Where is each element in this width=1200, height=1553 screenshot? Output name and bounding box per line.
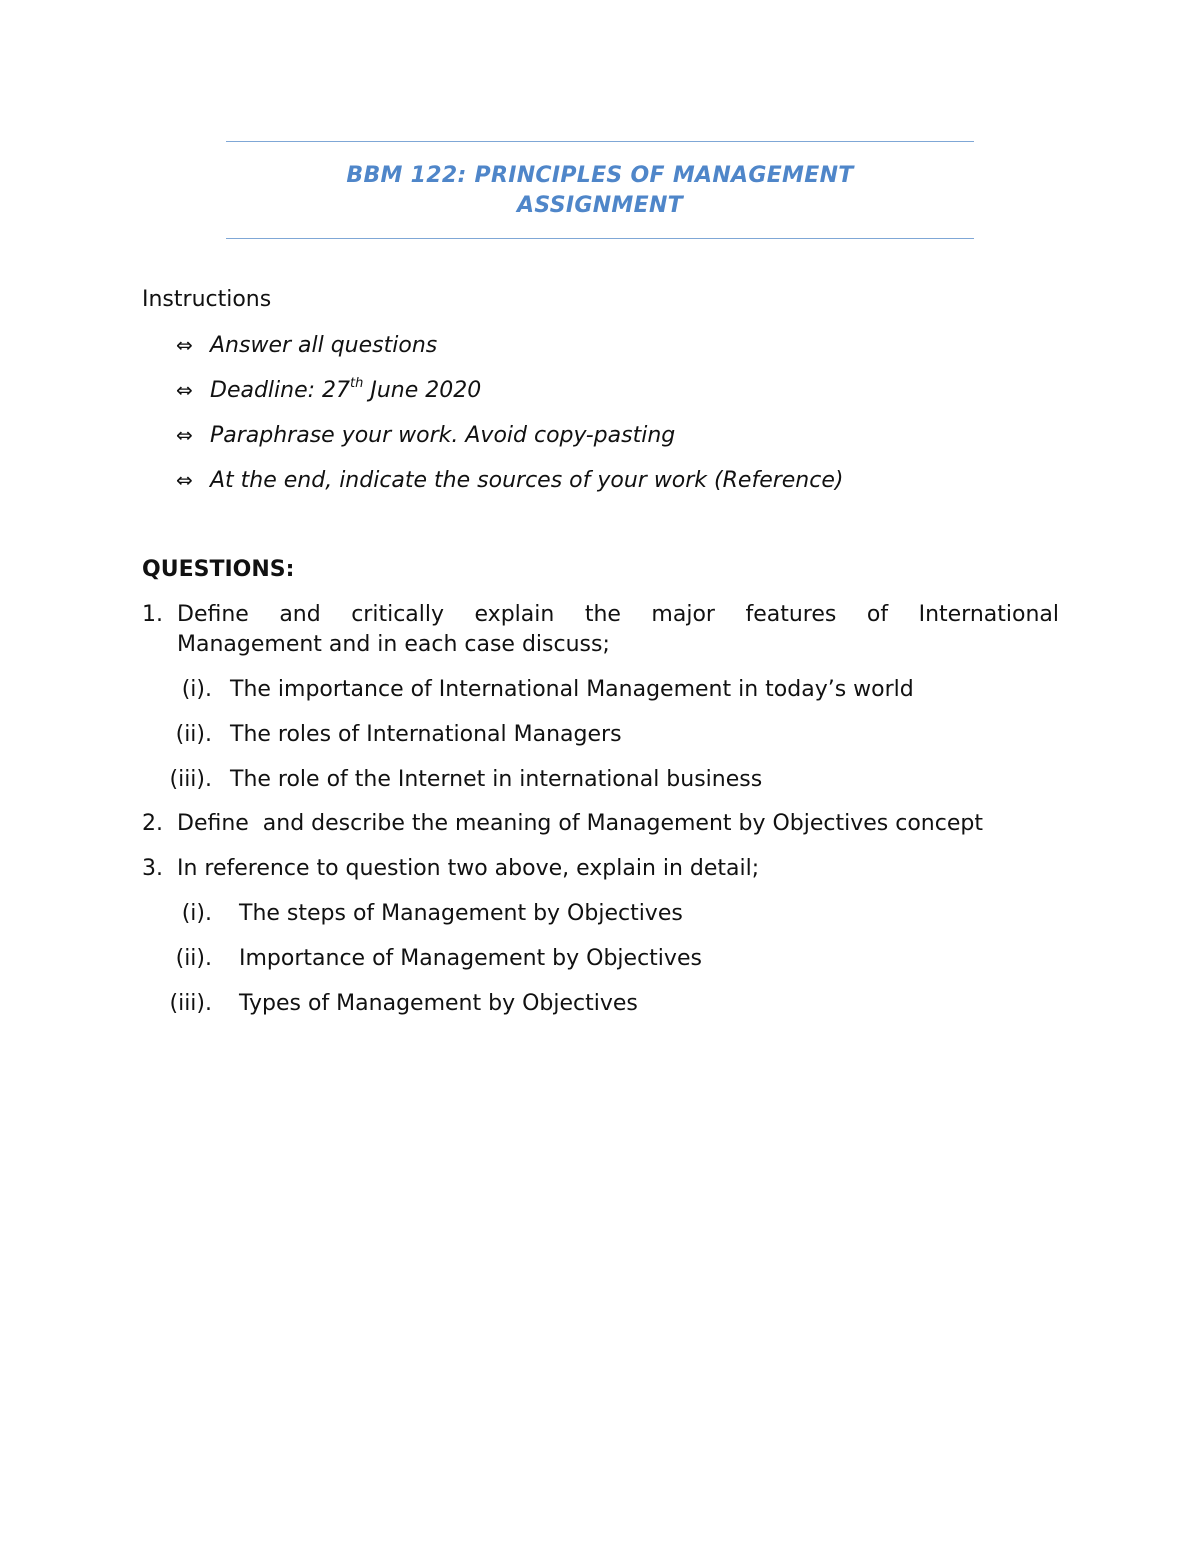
deadline-text: Deadline: 27 xyxy=(210,378,351,403)
left-right-double-arrow-icon: ⇔ xyxy=(176,333,193,357)
question-1-line-2: Management and in each case discuss; xyxy=(177,632,610,657)
sub-question-number: (i). xyxy=(181,677,212,702)
sub-question-text: The role of the Internet in international business xyxy=(230,767,763,792)
instruction-item xyxy=(176,376,481,405)
course-title: BBM 122: PRINCIPLES OF MANAGEMENT xyxy=(346,163,854,188)
questions-heading: QUESTIONS: xyxy=(142,557,295,582)
instruction-text: At the end, indicate the sources of your work (Reference) xyxy=(210,468,844,493)
instruction-item xyxy=(176,466,843,495)
instructions-heading: Instructions xyxy=(142,287,272,312)
left-right-double-arrow-icon: ⇔ xyxy=(176,423,193,447)
instruction-text: Paraphrase your work. Avoid copy-pasting xyxy=(210,423,676,448)
sub-question-number: (ii). xyxy=(175,722,212,747)
question-number: 1. xyxy=(142,602,163,627)
question-number: 3. xyxy=(142,856,163,881)
deadline-ordinal-suffix: th xyxy=(350,376,364,391)
sub-question-number: (iii). xyxy=(169,991,212,1016)
sub-question-text: The steps of Management by Objectives xyxy=(239,901,683,926)
sub-question-number: (iii). xyxy=(169,767,212,792)
question-1-line-1: Define and critically explain the major features of International xyxy=(177,602,1059,627)
question-number: 2. xyxy=(142,811,163,836)
sub-question-text: Importance of Management by Objectives xyxy=(239,946,702,971)
instruction-text: Answer all questions xyxy=(210,333,438,358)
instruction-item xyxy=(176,421,675,450)
sub-question-number: (ii). xyxy=(175,946,212,971)
question-2-text: Define and describe the meaning of Management by Objectives concept xyxy=(177,811,983,836)
left-right-double-arrow-icon: ⇔ xyxy=(176,378,193,402)
instruction-item xyxy=(176,331,437,360)
question-3-text: In reference to question two above, explain in detail; xyxy=(177,856,760,881)
sub-question-text: The importance of International Management in today’s world xyxy=(230,677,914,702)
sub-question-text: Types of Management by Objectives xyxy=(239,991,638,1016)
sub-question-text: The roles of International Managers xyxy=(230,722,622,747)
left-right-double-arrow-icon: ⇔ xyxy=(176,468,193,492)
assignment-title: ASSIGNMENT xyxy=(517,193,683,218)
deadline-date-text: June 2020 xyxy=(363,378,482,403)
sub-question-number: (i). xyxy=(181,901,212,926)
title-block xyxy=(226,141,974,239)
